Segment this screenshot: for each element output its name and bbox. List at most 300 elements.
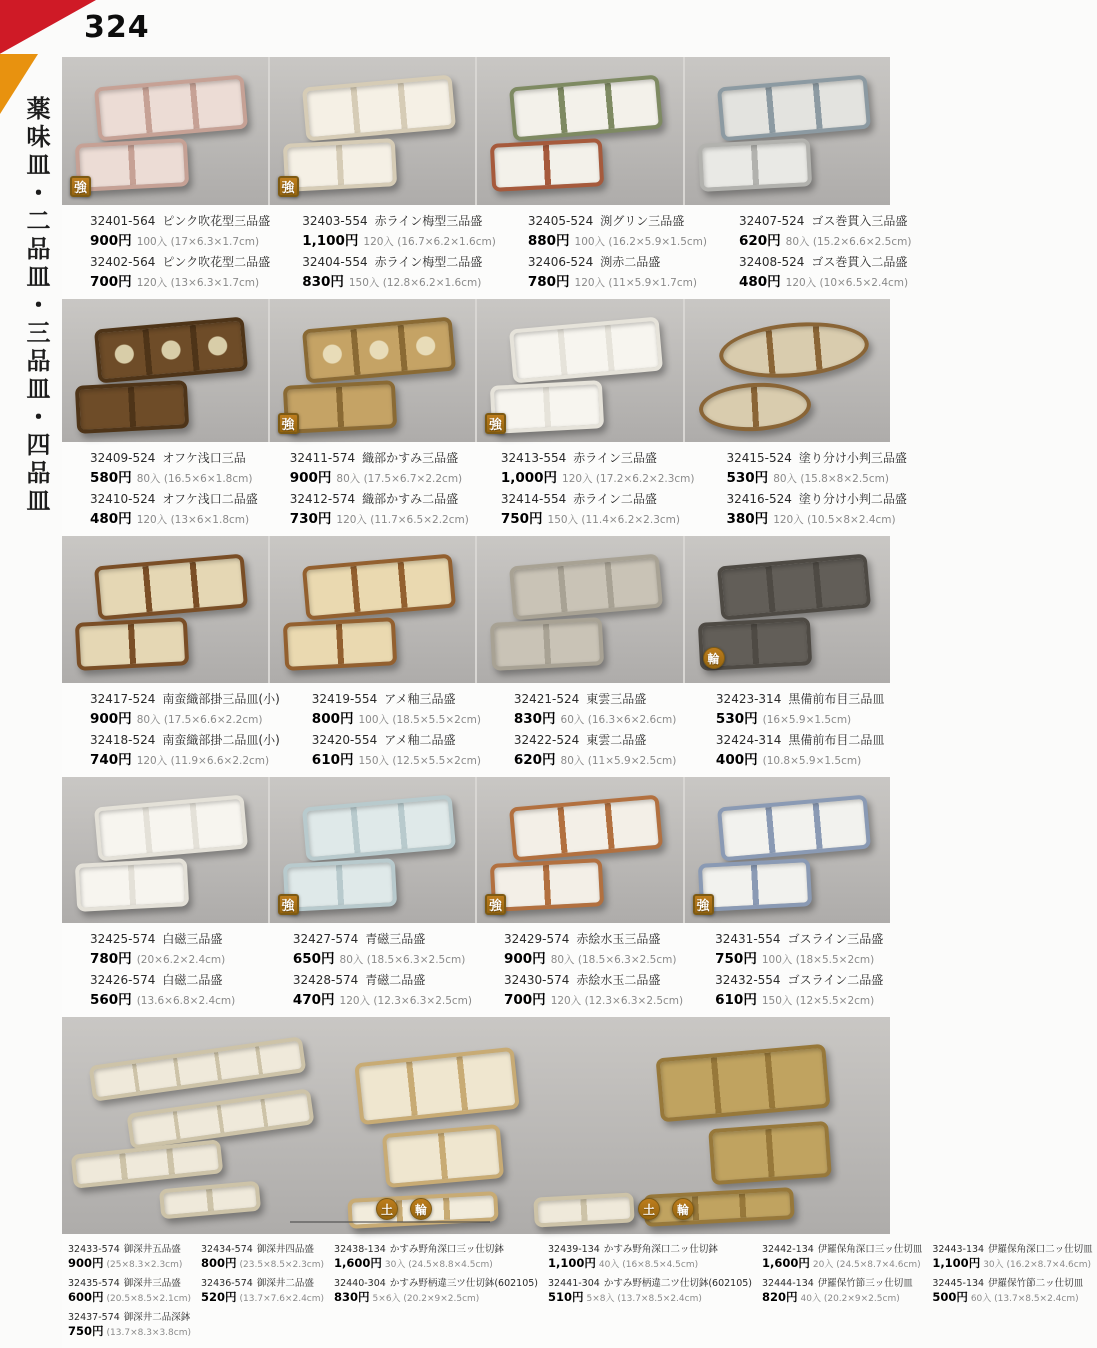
product-price-line [90, 466, 258, 486]
product-code: 32438-134 [334, 1244, 386, 1255]
product-entry [68, 1309, 191, 1339]
deep-box-3-compartment [354, 1047, 520, 1125]
product-photo-hakuji [62, 777, 268, 923]
badge-wa-icon: 輪 [703, 647, 725, 669]
product-entry [334, 1275, 538, 1305]
product-title-line [716, 731, 886, 748]
product-name: 御深井二品深鉢 [123, 1312, 191, 1323]
product-spec: 80入 (17.5×6.6×2.2cm) [136, 714, 263, 726]
catalog-content [62, 57, 1093, 1348]
product-title-line [727, 490, 907, 507]
product-price: 470円 [292, 992, 335, 1008]
product-photo-red-line-ume [268, 57, 476, 205]
product-photo-kuro-bizen [683, 536, 891, 683]
product-title-line [90, 253, 270, 270]
product-name: 黒備前布目二品皿 [788, 733, 885, 747]
product-title-line [514, 731, 684, 748]
product-spec: (16×5.9×1.5cm) [762, 714, 852, 726]
product-title-line [762, 1275, 922, 1289]
product-title-line [302, 253, 496, 270]
product-title-line [334, 1275, 538, 1289]
product-name: ピンク吹花型三品盛 [162, 214, 271, 228]
deep-box-2-compartment [708, 1121, 832, 1185]
product-code: 32415-524 [726, 451, 792, 465]
product-price-line [715, 947, 886, 967]
product-spec: 120入 (17.2×6.2×2.3cm) [562, 473, 695, 485]
product-name: 青磁三品盛 [365, 932, 426, 946]
product-name: 白磁三品盛 [162, 932, 223, 946]
caption-column [711, 212, 915, 294]
product-title-line [90, 971, 261, 988]
product-price-line [548, 1255, 752, 1271]
product-price: 900円 [90, 711, 132, 727]
product-photo-ame-yu [268, 536, 476, 683]
badge-wa-icon: 輪 [410, 1198, 432, 1220]
product-code: 32426-574 [90, 973, 156, 987]
product-price-line [334, 1289, 538, 1305]
product-code: 32404-554 [302, 255, 368, 269]
product-price: 900円 [504, 951, 546, 967]
product-section-5 [62, 1017, 1093, 1348]
product-price-line [312, 707, 482, 727]
product-spec: 150入 (12.8×6.2×1.6cm) [348, 277, 482, 289]
product-price-line [90, 988, 261, 1008]
caption-row [62, 923, 890, 1017]
product-spec: 30入 (16.2×8.7×4.6cm) [983, 1260, 1092, 1270]
product-photo-nurwake-koban [683, 299, 891, 442]
product-spec: 60入 (16.3×6×2.6cm) [560, 714, 677, 726]
product-spec: (13.7×8.3×3.8cm) [106, 1328, 192, 1338]
product-entry [290, 490, 469, 527]
product-title-line [715, 930, 886, 947]
product-title-line [201, 1241, 324, 1255]
caption-column [926, 1241, 1096, 1343]
product-spec: 120入 (11.7×6.5×2.2cm) [336, 514, 469, 526]
product-code: 32403-554 [302, 214, 368, 228]
badge-strengthened-icon: 強 [485, 413, 506, 434]
product-entry [290, 449, 469, 486]
tray-3-compartment [71, 1139, 224, 1188]
tray-3-compartment [301, 75, 455, 142]
product-code: 32444-134 [762, 1278, 814, 1289]
product-price: 650円 [292, 951, 335, 967]
product-entry [514, 731, 684, 768]
product-title-line [68, 1241, 191, 1255]
product-price: 800円 [201, 1256, 237, 1270]
product-name: 赤ライン二品盛 [573, 492, 657, 506]
photo-strip [62, 777, 890, 923]
product-entry [90, 253, 270, 290]
product-price-line [68, 1323, 191, 1339]
product-title-line [548, 1241, 752, 1255]
tray-4-compartment [126, 1088, 314, 1149]
product-price-line [504, 988, 683, 1008]
caption-column [265, 930, 476, 1012]
product-spec: 120入 (10.5×8×2.4cm) [773, 514, 896, 526]
tray-3-compartment [509, 795, 663, 862]
product-title-line [90, 449, 258, 466]
product-entry [716, 690, 886, 727]
product-price: 610円 [311, 752, 354, 768]
caption-column [476, 930, 687, 1012]
product-name: 南蛮織部掛二品皿(小) [162, 733, 280, 747]
product-price: 900円 [289, 470, 332, 486]
product-spec: (23.5×8.5×2.3cm) [239, 1260, 325, 1270]
product-title-line [528, 212, 707, 229]
product-price-line [762, 1289, 922, 1305]
product-photo-ofuke [62, 299, 268, 442]
product-spec: 120入 (16.7×6.2×1.6cm) [363, 236, 496, 248]
product-entry [90, 930, 261, 967]
tray-2-compartment [490, 380, 604, 434]
product-name: 伊羅保竹節二ッ仕切皿 [988, 1278, 1084, 1289]
product-spec: 120入 (11.9×6.6×2.2cm) [136, 755, 270, 767]
badge-strengthened-icon: 強 [70, 176, 91, 197]
product-code: 32413-554 [500, 451, 567, 465]
deep-box-3-compartment [656, 1044, 831, 1123]
product-spec: 5×8入 (13.7×8.5×2.4cm) [586, 1294, 702, 1304]
badge-strengthened-icon: 強 [485, 894, 506, 915]
product-price: 750円 [715, 951, 757, 967]
product-spec: 80入 (18.5×6.3×2.5cm) [339, 954, 466, 966]
product-price-line [90, 229, 270, 249]
product-name: ゴス巻貫入二品盛 [811, 255, 908, 269]
product-title-line [504, 930, 683, 947]
product-price-line [68, 1255, 191, 1271]
product-title-line [68, 1309, 191, 1323]
product-spec: 150入 (11.4×6.2×2.3cm) [547, 514, 680, 526]
badge-earthenware-icon: 土 [638, 1198, 660, 1220]
product-spec: 120入 (12.3×6.3×2.5cm) [339, 995, 472, 1007]
product-name: 東雲三品盛 [586, 692, 647, 706]
caption-row [62, 683, 890, 777]
product-entry [334, 1241, 538, 1271]
product-title-line [548, 1275, 752, 1289]
product-name: 御深井四品盛 [256, 1244, 314, 1255]
product-name: 赤ライン三品盛 [573, 451, 657, 465]
product-price: 620円 [738, 233, 781, 249]
product-price-line [932, 1255, 1092, 1271]
product-photo-oribe-kasumi [268, 299, 476, 442]
product-price: 1,600円 [334, 1256, 382, 1270]
product-price: 520円 [201, 1290, 237, 1304]
product-price: 530円 [715, 711, 758, 727]
caption-row [62, 205, 912, 299]
product-name: 伊羅保竹節三ッ仕切皿 [817, 1278, 913, 1289]
product-price-line [201, 1255, 324, 1271]
product-entry [293, 930, 472, 967]
badge-strengthened-icon: 強 [693, 894, 714, 915]
tray-2-compartment [75, 858, 189, 912]
product-spec: 80入 (15.2×6.6×2.5cm) [785, 236, 912, 248]
product-entry [312, 731, 482, 768]
product-price-line [90, 270, 270, 290]
product-price-line [290, 466, 469, 486]
product-spec: (25×8.3×2.3cm) [106, 1260, 183, 1270]
product-title-line [739, 253, 911, 270]
caption-row [62, 442, 907, 536]
product-code: 32419-554 [311, 692, 378, 706]
footer-mark [290, 1221, 490, 1223]
product-code: 32418-524 [90, 733, 156, 747]
product-spec: 120入 (10×6.5×2.4cm) [785, 277, 909, 289]
product-entry [68, 1275, 191, 1305]
tray-2-compartment-oval [697, 380, 811, 434]
caption-column [262, 449, 473, 531]
product-price: 600円 [68, 1290, 104, 1304]
product-name: 白磁二品盛 [162, 973, 223, 987]
product-code: 32442-134 [762, 1244, 814, 1255]
product-code: 32409-524 [90, 451, 156, 465]
product-name: かすみ野柄違二ツ仕切鉢(602105) [603, 1278, 752, 1289]
product-name: 南蛮織部掛三品皿(小) [162, 692, 280, 706]
product-price: 480円 [90, 511, 132, 527]
product-entry [762, 1241, 922, 1271]
product-entry [504, 971, 683, 1008]
product-price-line [293, 947, 472, 967]
caption-column [62, 690, 284, 772]
product-spec: 40入 (16×8.5×4.5cm) [598, 1260, 699, 1270]
product-price: 1,600円 [762, 1256, 810, 1270]
product-section-3 [62, 536, 890, 777]
product-name: 織部かすみ二品盛 [362, 492, 459, 506]
product-entry [548, 1241, 752, 1271]
product-title-line [715, 971, 886, 988]
product-spec: 60入 (13.7×8.5×2.4cm) [970, 1294, 1079, 1304]
product-entry [504, 930, 683, 967]
product-entry [514, 690, 684, 727]
product-price-line [90, 947, 261, 967]
product-price: 830円 [334, 1290, 370, 1304]
product-name: オフケ浅口三品 [162, 451, 246, 465]
product-title-line [293, 971, 472, 988]
product-title-line [302, 212, 496, 229]
tray-2-compartment [490, 617, 604, 671]
product-price: 780円 [90, 951, 132, 967]
product-price-line [290, 507, 469, 527]
product-price-line [293, 988, 472, 1008]
product-price-line [90, 748, 280, 768]
product-title-line [932, 1241, 1092, 1255]
product-spec: 100入 (18.5×5.5×2cm) [358, 714, 481, 726]
badge-wa-icon: 輪 [672, 1198, 694, 1220]
caption-column [687, 930, 890, 1012]
product-entry [68, 1241, 191, 1271]
product-name: 伊羅保角深口二ッ仕切皿 [988, 1244, 1093, 1255]
product-code: 32422-524 [513, 733, 580, 747]
product-code: 32402-564 [90, 255, 156, 269]
caption-row [62, 1234, 1093, 1348]
caption-column [62, 449, 262, 531]
product-code: 32412-574 [289, 492, 356, 506]
sidebar-category-title: 薬味皿・二品皿・三品皿・四品皿 [22, 96, 50, 516]
product-price-line [739, 229, 911, 249]
product-price: 530円 [726, 470, 769, 486]
product-code: 32423-314 [715, 692, 782, 706]
tray-3-compartment [94, 795, 248, 862]
product-code: 32401-564 [90, 214, 156, 228]
product-spec: 120入 (13×6.3×1.7cm) [136, 277, 260, 289]
product-title-line [312, 731, 482, 748]
product-price-line [501, 507, 695, 527]
product-name: 赤ライン梅型三品盛 [374, 214, 483, 228]
product-price-line [528, 229, 707, 249]
badge-earthenware-icon: 土 [376, 1198, 398, 1220]
badge-strengthened-icon: 強 [278, 413, 299, 434]
product-title-line [932, 1275, 1092, 1289]
tray-3-compartment [94, 554, 248, 621]
product-title-line [290, 449, 469, 466]
product-code: 32430-574 [504, 973, 570, 987]
product-title-line [90, 690, 280, 707]
product-entry [201, 1275, 324, 1305]
product-price: 700円 [90, 274, 132, 290]
product-entry [302, 212, 496, 249]
product-price: 1,100円 [302, 233, 359, 249]
product-spec: 80入 (15.8×8×2.5cm) [773, 473, 889, 485]
product-price-line [727, 466, 907, 486]
caption-column [699, 449, 911, 531]
product-title-line [334, 1241, 538, 1255]
product-price-line [68, 1289, 191, 1305]
product-price-line [514, 707, 684, 727]
product-entry [501, 490, 695, 527]
product-name: オフケ浅口二品盛 [162, 492, 258, 506]
photo-strip [62, 57, 890, 205]
tray-2-compartment [75, 138, 189, 192]
product-entry [932, 1275, 1092, 1305]
product-photo-akae-mizutama [475, 777, 683, 923]
product-name: 塗り分け小判二品盛 [798, 492, 907, 506]
product-price-line [501, 466, 695, 486]
product-price-line [312, 748, 482, 768]
product-code: 32441-304 [548, 1278, 600, 1289]
product-price-line [90, 507, 258, 527]
product-entry [90, 212, 270, 249]
product-name: かすみ野柄違三ツ仕切鉢(602105) [389, 1278, 539, 1289]
product-price-line [739, 270, 911, 290]
product-price: 900円 [68, 1256, 104, 1270]
product-entry [727, 490, 907, 527]
product-price-line [528, 270, 707, 290]
caption-column [486, 690, 688, 772]
product-name: 伊羅保角深口三ッ仕切皿 [817, 1244, 923, 1255]
product-title-line [762, 1241, 922, 1255]
badge-strengthened-icon: 強 [278, 176, 299, 197]
tray-3-compartment-oval [716, 317, 870, 384]
product-title-line [90, 490, 258, 507]
product-title-line [201, 1275, 324, 1289]
tray-3-compartment [716, 554, 870, 621]
product-entry [90, 731, 280, 768]
product-code: 32410-524 [90, 492, 156, 506]
product-entry [90, 449, 258, 486]
product-spec: 80入 (17.5×6.7×2.2cm) [336, 473, 463, 485]
product-code: 32425-574 [90, 932, 156, 946]
product-price: 500円 [932, 1290, 968, 1304]
product-price: 730円 [289, 511, 332, 527]
product-name: ゴス巻貫入三品盛 [811, 214, 908, 228]
product-title-line [293, 930, 472, 947]
tray-3-compartment [509, 75, 663, 142]
product-price: 800円 [311, 711, 354, 727]
product-entry [293, 971, 472, 1008]
product-spec: 100入 (17×6.3×1.7cm) [136, 236, 260, 248]
product-price: 610円 [715, 992, 757, 1008]
tray-3-compartment [301, 795, 455, 862]
tray-3-compartment [509, 554, 663, 621]
product-spec: (20×6.2×2.4cm) [136, 954, 226, 966]
product-price-line [201, 1289, 324, 1305]
product-photo-gosu-line [683, 777, 891, 923]
product-name: 黒備前布目三品皿 [788, 692, 885, 706]
product-name: 織部かすみ三品盛 [362, 451, 459, 465]
product-price-line [504, 947, 683, 967]
tray-3-compartment [509, 317, 663, 384]
product-name: ゴスライン三品盛 [787, 932, 884, 946]
product-price: 820円 [762, 1290, 798, 1304]
product-code: 32445-134 [932, 1278, 985, 1289]
product-price-line [762, 1255, 922, 1271]
product-price: 1,100円 [548, 1256, 596, 1270]
caption-column [62, 930, 265, 1012]
product-photo-nanban-oribe [62, 536, 268, 683]
product-price-line [716, 707, 886, 727]
product-price: 700円 [504, 992, 546, 1008]
product-title-line [290, 490, 469, 507]
product-title-line [68, 1275, 191, 1289]
tray-3-compartment [716, 75, 870, 142]
product-name: 御深井五品盛 [123, 1244, 181, 1255]
product-title-line [90, 212, 270, 229]
product-code: 32414-554 [500, 492, 567, 506]
tray-2-compartment [697, 858, 811, 912]
product-entry [201, 1241, 324, 1271]
tray-2-compartment [533, 1192, 634, 1227]
product-code: 32420-554 [311, 733, 378, 747]
tray-2-compartment [697, 138, 811, 192]
product-photo-shinonome [475, 536, 683, 683]
product-code: 32439-134 [548, 1244, 600, 1255]
product-name: 御深井二品盛 [256, 1278, 314, 1289]
product-entry [528, 212, 707, 249]
caption-column [756, 1241, 926, 1343]
product-price: 480円 [738, 274, 781, 290]
photo-strip [62, 536, 890, 683]
product-code: 32433-574 [68, 1244, 120, 1255]
product-spec: (13.6×6.8×2.4cm) [136, 995, 236, 1007]
product-entry [727, 449, 907, 486]
product-code: 32431-554 [715, 932, 781, 946]
product-price: 1,100円 [932, 1256, 981, 1270]
photo-strip [62, 299, 890, 442]
product-price-line [302, 229, 496, 249]
product-price: 580円 [90, 470, 132, 486]
product-photo-fuchi-green-red [475, 57, 683, 205]
tray-2-compartment [282, 138, 396, 192]
caption-column [195, 1241, 328, 1343]
product-name: 渕赤二品盛 [600, 255, 661, 269]
caption-column [542, 1241, 756, 1343]
product-name: かすみ野角深口二ッ仕切鉢 [603, 1244, 718, 1255]
product-photo-seiji [268, 777, 476, 923]
badge-strengthened-icon: 強 [278, 894, 299, 915]
product-price-line [932, 1289, 1092, 1305]
product-price: 880円 [527, 233, 570, 249]
product-spec: 120入 (13×6×1.8cm) [136, 514, 250, 526]
caption-column [62, 212, 274, 294]
product-spec: 80入 (18.5×6.3×2.5cm) [550, 954, 677, 966]
